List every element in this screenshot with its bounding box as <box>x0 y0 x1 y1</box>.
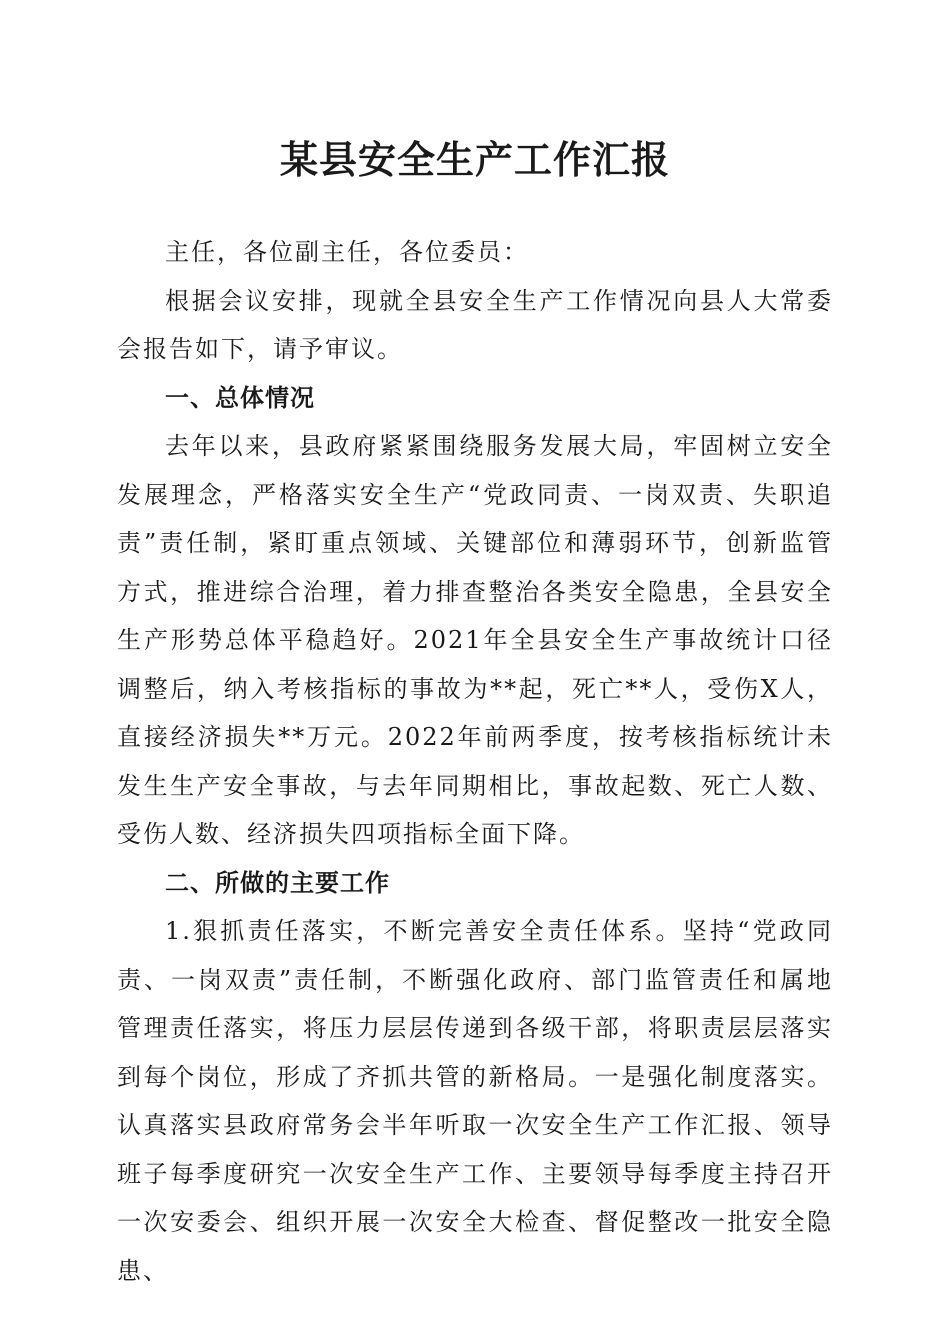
salutation: 主任，各位副主任，各位委员： <box>165 238 529 266</box>
section-heading-main-work: 二、所做的主要工作 <box>165 868 390 897</box>
intro-paragraph: 根据会议安排，现就全县安全生产工作情况向县人大常委会报告如下，请予审议。 <box>117 286 833 363</box>
overview-paragraph: 去年以来，县政府紧紧围绕服务发展大局，牢固树立安全发展理念，严格落实安全生产“党政同责、一岗双责、失职追责”责任制，紧盯重点领域、关键部位和薄弱环节，创新监管方式，推进综合治理，着力排查整治各类安全隐患，全县安全生产形势总体平稳趋好。2021年全县安全生产事故统计口径调整后，纳入考核指标的事故为**起，死亡**人，受伤X人，直接经济损失**万元。2022年前两季度，按考核指标统计未发生生产安全事故，与去年同期相比，事故起数、死亡人数、受伤人数、经济损失四项指标全面下降。 <box>117 432 833 848</box>
document-title: 某县安全生产工作汇报 <box>279 137 670 182</box>
document-body <box>117 228 833 1295</box>
main-work-paragraph: 1.狠抓责任落实，不断完善安全责任体系。坚持“党政同责、一岗双责”责任制，不断强化政府、部门监管责任和属地管理责任落实，将压力层层传递到各级干部，将职责层层落实到每个岗位，形成了齐抓共管的新格局。一是强化制度落实。认真落实县政府常务会半年听取一次安全生产工作汇报、领导班子每季度研究一次安全生产工作、主要领导每季度主持召开一次安委会、组织开展一次安全大检查、督促整改一批安全隐患、 <box>117 917 833 1285</box>
section-heading-overview: 一、总体情况 <box>165 383 315 412</box>
